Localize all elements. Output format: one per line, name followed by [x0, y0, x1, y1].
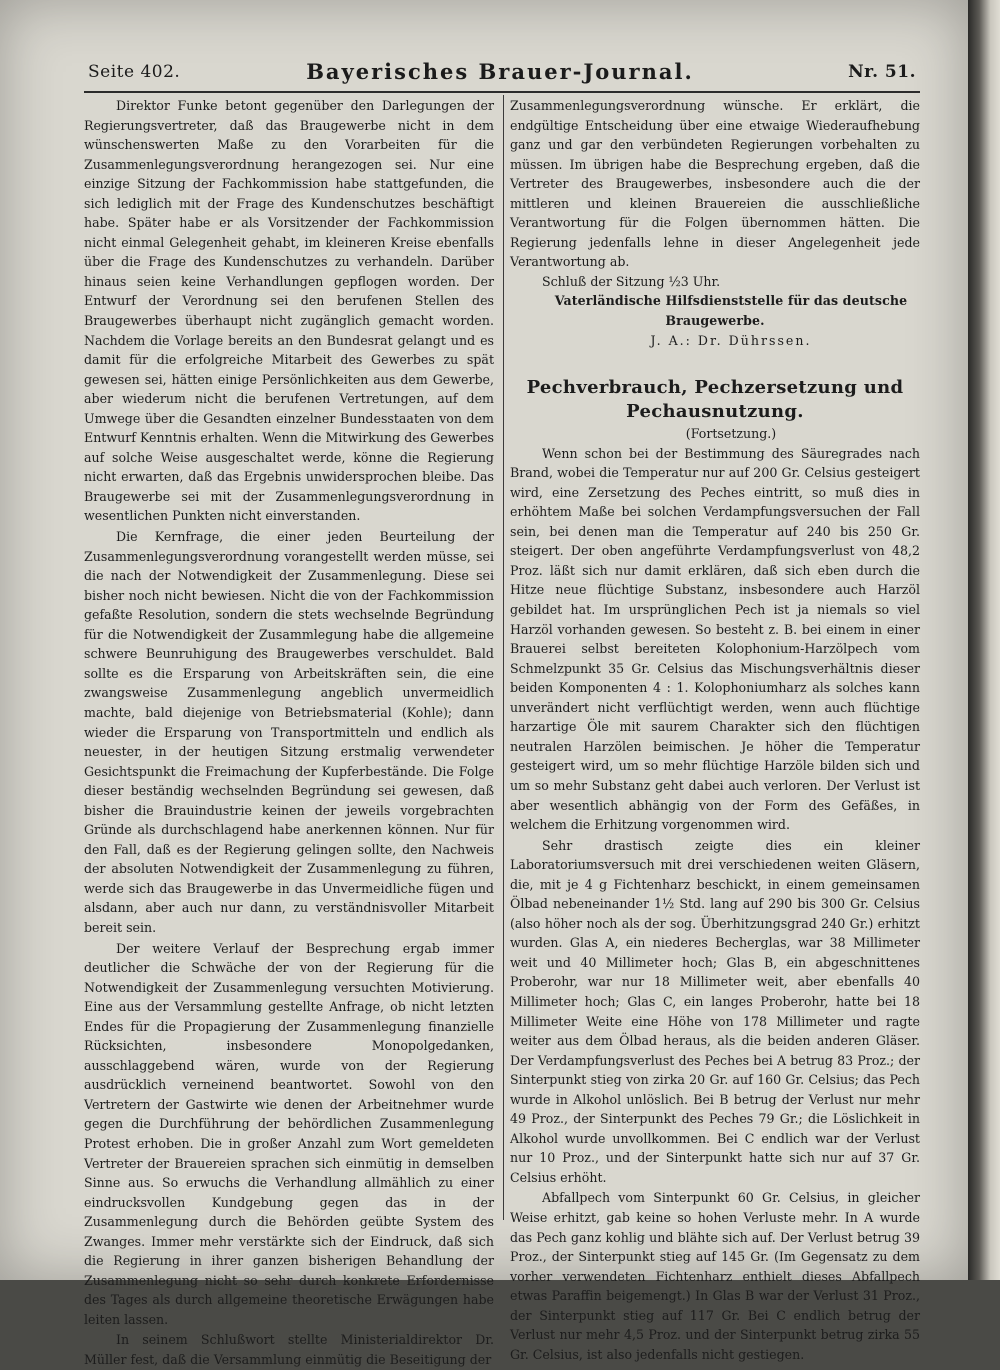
left-column: [84, 96, 494, 1370]
paragraph: In seinem Schlußwort stellte Ministerialdirektor Dr. Müller fest, daß die Versammlung einmütig die Beseitigung der: [84, 1332, 494, 1367]
page-header: [84, 58, 916, 90]
column-divider: [503, 95, 504, 1220]
paragraph: Der weitere Verlauf der Besprechung ergab immer deutlicher die Schwäche der von der Regierung für die Notwendigkeit der Zusammenlegung versuchten Motivierung. Eine aus der Versammlung gestellte Anfrage, ob nicht letzten Endes für die Propagierung der Zusammenlegung finanzielle Rücksichten, insbesondere Monopolgedanken, ausschlaggebend wären, wurde von der Regierung ausdrücklich verneinend beantwortet. Sowohl von den Vertretern der Gastwirte wie denen der Arbeitnehmer wurde gegen die Durchführung der behördlichen Zusammenlegung Protest erhoben. Die in großer Anzahl zum Wort gemeldeten Vertreter der Brauereien sprachen sich einmütig in demselben Sinne aus. So erwuchs die Verhandlung allmählich zu einer eindrucksvollen Kundgebung gegen das in der Zusammenlegung durch die Behörden geübte System des Zwanges. Immer mehr verstärkte sich der Eindruck, daß sich die Regierung in ihrer ganzen bisherigen Behandlung der Zusammenlegung nicht so sehr durch konkrete Erfordernisse des Tages als durch allgemeine theoretische Erwägungen habe leiten lassen.: [84, 940, 494, 1327]
page-number: Seite 402.: [88, 62, 181, 82]
signoff-signer: J. A.: Dr. Dührssen.: [650, 332, 812, 348]
paragraph: Direktor Funke betont gegenüber den Darlegungen der Regierungsvertreter, daß das Braugewerbe nicht in dem wünschenswerten Maße zu den Vorarbeiten für die Zusammenlegungsverordnung herangezogen sei. Nur eine einzige Sitzung der Fachkommission habe stattgefunden, die sich lediglich mit der Frage des Kundenschutzes beschäftigt habe. Später habe er als Vorsitzender der Fachkommission nicht einmal Gelegenheit gehabt, im kleineren Kreise ebenfalls über die Frage des Kundenschutzes zu verhandeln. Darüber hinaus seien keine Verhandlungen gepflogen worden. Der Entwurf der Verordnung sei den berufenen Stellen des Braugewerbes überhaupt nicht zugänglich gemacht worden. Nachdem die Vorlage bereits an den Bundesrat gelangt und es damit für die erfolgreiche Mitarbeit des Gewerbes zu spät gewesen sei, hätten einige Persönlichkeiten aus dem Gewerbe, aber wiederum nicht die berufenen Vertretungen, auf dem Umwege über die Gesandten einzelner Bundesstaaten von dem Entwurf Kenntnis erhalten. Wenn die Mitwirkung des Gewerbes auf solche Weise ausgeschaltet werde, könne die Regierung nicht erwarten, daß das Ergebnis unwidersprochen bleibe. Das Braugewerbe sei mit der Zusammenlegungsverordnung in wesentlichen Punkten nicht einverstanden.: [84, 98, 494, 524]
signoff-organization: Vaterländische Hilfsdienststelle für das deutsche Braugewerbe.: [554, 293, 908, 329]
paragraph: Wenn schon bei der Bestimmung des Säuregrades nach Brand, wobei die Temperatur nur auf 200 Gr. Celsius gesteigert wird, eine Zersetzung des Peches eintritt, so muß dies in erhöhtem Maße bei solchen Verdampfungsversuchen der Fall sein, bei denen man die Temperatur auf 240 bis 250 Gr. steigert. Der oben angeführte Verdampfungsverlust von 48,2 Proz. läßt sich nur damit erklären, daß sich eben durch die Hitze neue flüchtige Substanz, insbesondere auch Harzöl gebildet hat. Im ursprünglichen Pech ist ja niemals so viel Harzöl vorhanden gewesen. So besteht z. B. bei einem in einer Brauerei selbst bereiteten Kolophonium-Harzölpech vom Schmelzpunkt 35 Gr. Celsius das Mischungsverhältnis dieser beiden Komponenten 4 : 1. Kolophoniumharz als solches kann unverändert nicht verflüchtigt werden, wenn auch flüchtige harzartige Öle mit saurem Charakter sich den flüchtigen neutralen Harzölen beimischen. Je höher die Temperatur gesteigert wird, um so mehr flüchtige Harzöle bilden sich und um so mehr Substanz geht dabei auch verloren. Der Verlust ist aber wesentlich abhängig von der Form des Gefäßes, in welchem die Erhitzung vorgenommen wird.: [510, 445, 920, 833]
continued-paragraph: Zusammenlegungsverordnung wünsche. Er erklärt, die endgültige Entscheidung über eine etwaige Wiederaufhebung ganz und gar den verbündeten Regierungen vorbehalten zu müssen. Im übrigen habe die Besprechung ergeben, daß die Vertreter des Braugewerbes, insbesondere auch die der mittleren und kleinen Brauereien die ausschließliche Verantwortung für die Folgen übernommen hätten. Die Regierung jedenfalls lehne in dieser Angelegenheit jede Verantwortung ab.: [510, 98, 920, 270]
meeting-closing-note: Schluß der Sitzung ½3 Uhr.: [542, 273, 721, 289]
paragraph: Abfallpech vom Sinterpunkt 60 Gr. Celsius, in gleicher Weise erhitzt, gab keine so hohen Verluste mehr. In A wurde das Pech ganz kohlig und blähte sich auf. Der Verlust betrug 39 Proz., der Sinterpunkt stieg auf 145 Gr. (Im Gegensatz zu dem vorher verwendeten Fichtenharz enthielt dieses Abfallpech etwas Paraffin beigemengt.) In Glas B war der Verlust 31 Proz., der Sinterpunkt stieg auf 117 Gr. Bei C endlich betrug der Verlust nur mehr 4,5 Proz. und der Sinterpunkt betrug zirka 55 Gr. Celsius, ist also jedenfalls nicht gestiegen.: [510, 1190, 920, 1362]
header-rule: [84, 91, 920, 93]
paragraph: Sehr drastisch zeigte dies ein kleiner Laboratoriumsversuch mit drei verschiedenen weiten Gläsern, die, mit je 4 g Fichtenharz beschickt, in einem gemeinsamen Ölbad nebeneinander 1½ Std. lang auf 290 bis 300 Gr. Celsius (also höher noch als der sog. Überhitzungsgrad 240 Gr.) erhitzt wurden. Glas A, ein niederes Becherglas, war 38 Millimeter weit und 40 Millimeter hoch; Glas B, ein abgeschnittenes Proberohr, war nur 18 Millimeter weit, aber ebenfalls 40 Millimeter hoch; Glas C, ein langes Proberohr, hatte bei 18 Millimeter Weite eine Höhe von 178 Millimeter und ragte weiter aus dem Ölbad heraus, als die beiden anderen Gläser. Der Verdampfungsverlust des Peches bei A betrug 83 Proz.; der Sinterpunkt stieg von zirka 20 Gr. auf 160 Gr. Celsius; das Pech wurde in Alkohol unlöslich. Bei B betrug der Verlust nur mehr 49 Proz., der Sinterpunkt des Peches 79 Gr.; die Löslichkeit in Alkohol wurde unvollkommen. Bei C endlich war der Verlust nur 10 Proz., und der Sinterpunkt hatte sich nur auf 37 Gr. Celsius erhöht.: [510, 837, 920, 1185]
article-subtitle: (Fortsetzung.): [685, 426, 777, 442]
article-title: Pechverbrauch, Pechzersetzung und Pechausnutzung.: [526, 377, 904, 423]
journal-title: Bayerisches Brauer-Journal.: [306, 59, 694, 84]
paragraph: Die Kernfrage, die einer jeden Beurteilung der Zusammenlegungsverordnung vorangestellt werden müsse, sei die nach der Notwendigkeit der Zusammenlegung. Diese sei bisher noch nicht bewiesen. Nicht die von der Fachkommission gefaßte Resolution, sondern die stets wechselnde Begründung für die Notwendigkeit der Zusammlegung habe die allgemeine schwere Beunruhigung des Braugewerbes verschuldet. Bald sollte es die Ersparung von Arbeitskräften sein, die eine zwangsweise Zusammenlegung angeblich unvermeidlich machte, bald diejenige von Betriebsmaterial (Kohle); dann wieder die Ersparung von Transportmitteln und endlich als neuester, in der heutigen Sitzung erstmalig verwendeter Gesichtspunkt die Freimachung der Kupferbestände. Die Folge dieser beständig wechselnden Begründung sei gewesen, daß bisher die Brauindustrie keinen der jeweils vorgebrachten Gründe als durchschlagend habe anerkennen können. Nur für den Fall, daß es der Regierung gelingen sollte, den Nachweis der absoluten Notwendigkeit der Zusammenlegung zu führen, werde sich das Braugewerbe in das Unvermeidliche fügen und alsdann, aber auch nur dann, zu verständnisvoller Mitarbeit bereit sein.: [84, 529, 494, 935]
book-spine-edge: [968, 0, 1000, 1280]
right-column: [510, 96, 920, 1364]
issue-number: Nr. 51.: [848, 62, 916, 82]
